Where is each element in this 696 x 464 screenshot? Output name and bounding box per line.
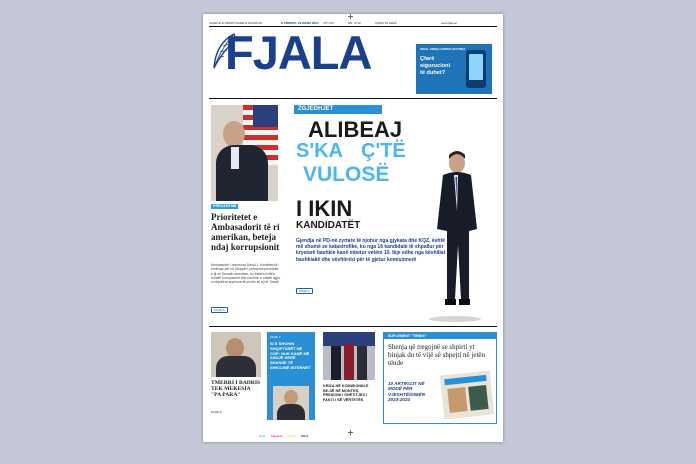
supplement-label: SUPLEMENT "TIRBIS": [384, 333, 496, 339]
ad-brand: SIGAL UNIQA GROUP AUSTRIA: [420, 47, 466, 51]
issue-date: E PREMTE, 29 MARS 2024: [281, 21, 319, 25]
issue-number: NR. 3710: [348, 21, 361, 25]
side-body: Ambasadori i nominuar David J. Kostelancik i emëruar për në Shqipëri, prezantoi prioritetet e tij në Senatin amerikan, ku theksoi luftën kundër korrupsionit dhe forcimin e shtetit ligjor si objektiva kryesore të punës së tij në Tiranë.: [211, 263, 281, 285]
issue-year: VITI XIV: [323, 21, 335, 25]
colorbar-black: Black: [301, 434, 309, 438]
supplement-box[interactable]: [383, 332, 497, 424]
ad-headline-1: Çfarë: [420, 56, 435, 62]
alibeaj-figure: [425, 149, 495, 324]
lead-headline-line1[interactable]: ALIBEAJ: [308, 117, 403, 142]
lead-headline-line2a[interactable]: S'KA: [296, 140, 343, 162]
b1-headline[interactable]: TMERRI I BADRIS TEK MEKESIA "PA PARA": [211, 380, 261, 399]
masthead-rule-bottom: [209, 98, 497, 99]
lead-headline-line4[interactable]: I IKIN: [296, 196, 353, 221]
colorbar-yellow: Yellow: [287, 434, 296, 438]
newspaper-logo: FJALA: [225, 26, 372, 79]
b2-photo: [273, 386, 309, 420]
bottom-rule: [209, 326, 497, 327]
side-section-tag: PREZANTIMI: [213, 204, 237, 208]
lead-body: Gjendja në PD-në zyrtare të njohur nga gjykata dhe KQZ, është më shumë se katastrofike, ku nga 16 kandidatë të shpallur për kryetarë bashkie kanë mbetur vetëm 10. Ikje edhe nga këshillat bashkiakë dhe vështirësi për të gjetur komisionerë: [296, 238, 446, 263]
supplement-subhead: 10 ARTIKUJT NË MODË PËR VJESHTË/DIMËR 2023-2024: [388, 381, 426, 403]
b3-headline[interactable]: KRIZA NË KOMISIONIN E SE-SË NË MONTES, PRESIONI I SHËTITJES I FAKTI I SË VËRTETËS: [323, 384, 369, 402]
phone-hand-image: [466, 50, 486, 88]
colorbar-cyan: Cyan: [259, 434, 267, 438]
lead-headline-line2b[interactable]: Ç'TË: [361, 140, 406, 162]
lead-section-label: ZGJEDHJET: [294, 105, 382, 114]
lead-headline-line3[interactable]: VULOSË: [303, 163, 390, 186]
ad-headline-3: të duhet?: [420, 70, 446, 76]
lead-more-link[interactable]: FAQE 2: [296, 288, 313, 294]
b1-page-tag: FAQE 9: [211, 410, 222, 414]
crop-mark-top: [348, 14, 353, 19]
badri-photo: [211, 332, 261, 377]
b2-page-tag: FAQE 7: [270, 335, 281, 339]
supplement-quote: Shenja që tregojnë se shpirti yt binjak do të vijë së shpejti në jetën tënde: [388, 343, 486, 367]
newspaper-page: [203, 14, 503, 442]
ad-headline-2: sigurucioni: [420, 63, 451, 69]
paper-descriptor: GAZETË E PËRDITSHME E PAVARUR: [209, 21, 262, 25]
side-headline[interactable]: Prioritetet e Ambasadorit të ri amerikan, beteja ndaj korrupsionit: [211, 212, 280, 252]
lead-headline-line5[interactable]: KANDIDATËT: [296, 220, 361, 231]
colorbar-magenta: Magenta: [271, 434, 283, 438]
b2-story-box[interactable]: [267, 332, 315, 420]
website: www.fjala.al: [441, 21, 457, 25]
sigal-advertisement[interactable]: [416, 44, 492, 94]
b2-headline: SI E SHOHIN SHQIPTARËT NË COP: NUK KANË MË ASNJË HERË SHANSE TË SHKOJNË INTERNET: [270, 341, 311, 370]
side-more-link[interactable]: FAQE 5: [211, 307, 228, 313]
ambassador-photo: [211, 105, 278, 201]
crop-mark-bottom: [348, 430, 353, 435]
b3-photo: [323, 332, 375, 380]
supplement-magazine-image: [440, 371, 494, 420]
issue-price: ÇMIMI 30 LEKË: [375, 21, 397, 25]
